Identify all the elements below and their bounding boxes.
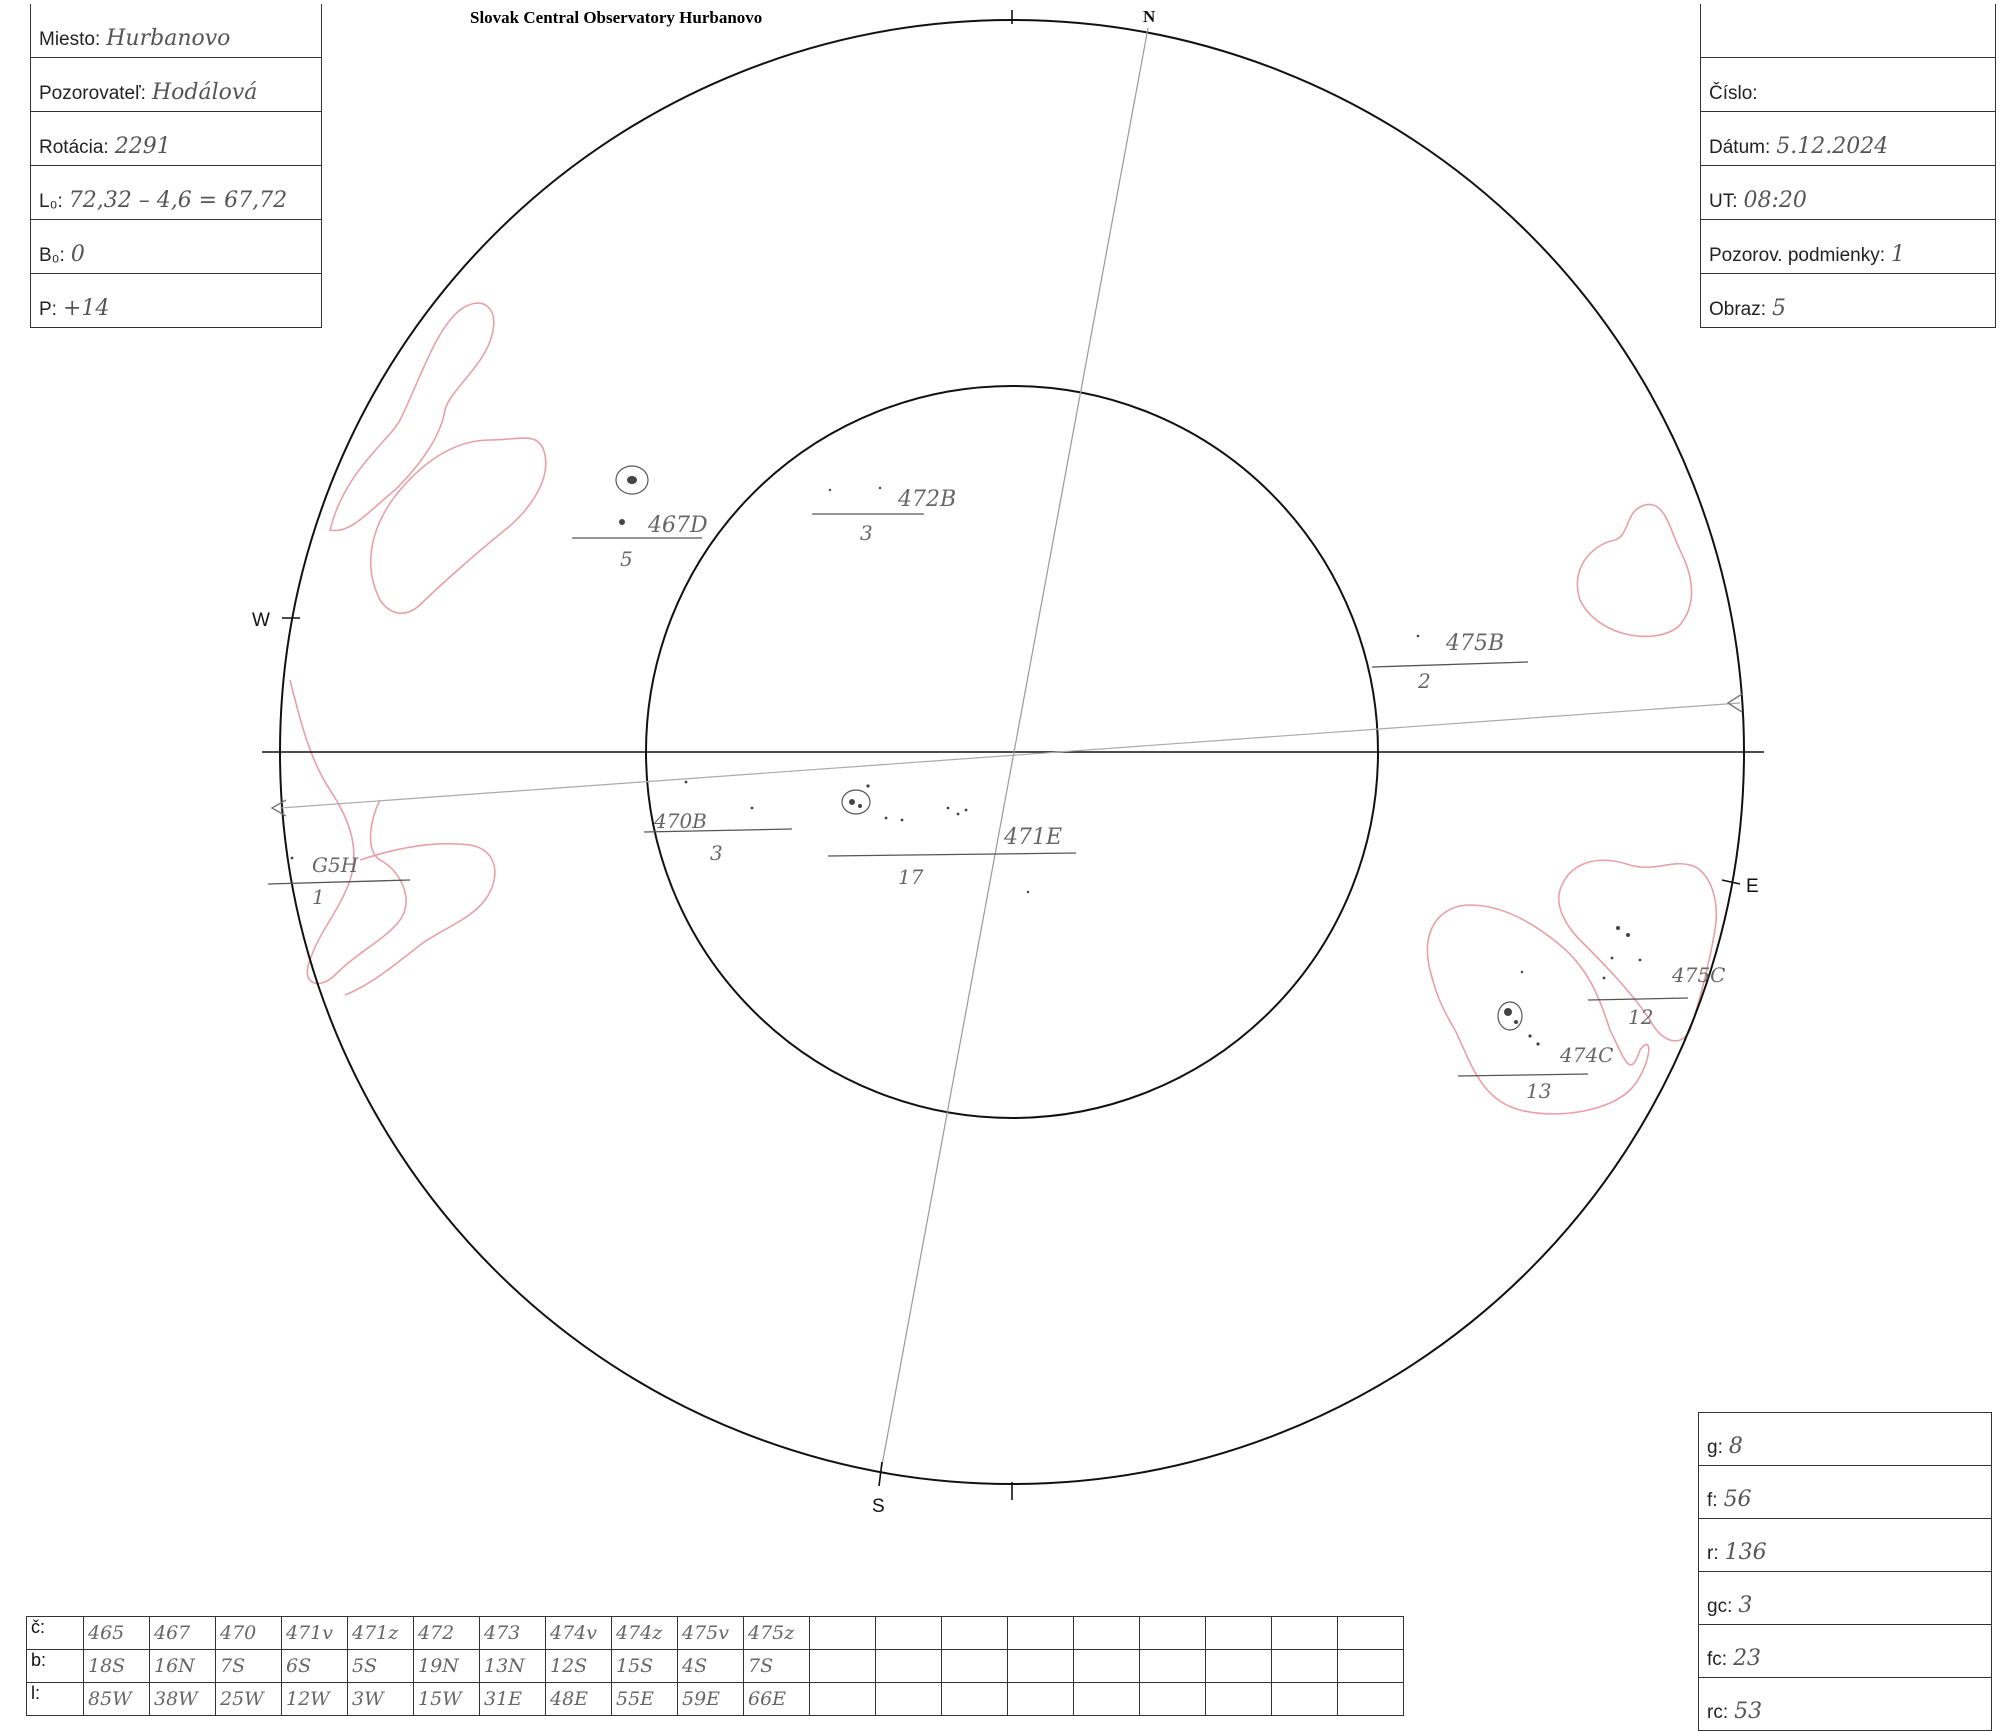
group-table-cell — [1338, 1683, 1404, 1716]
group-table-cell — [876, 1650, 942, 1683]
spot-471e-h — [965, 809, 968, 812]
group-table-cell: 38W — [150, 1683, 216, 1716]
spot-471e-b — [858, 804, 862, 808]
group-table-cell — [1338, 1617, 1404, 1650]
spot-471e-e — [901, 819, 904, 822]
group-table-cell — [1008, 1617, 1074, 1650]
group-table-cell — [1272, 1683, 1338, 1716]
spot-475c-a — [1616, 926, 1620, 930]
group-table-cell — [1008, 1683, 1074, 1716]
group-table-cell: 48E — [546, 1683, 612, 1716]
group-table-cell: 475v — [678, 1617, 744, 1650]
plage-outline-sw-2 — [345, 844, 495, 995]
spot-475b-a — [1417, 635, 1420, 638]
spot-475c-c — [1611, 957, 1614, 960]
field-value: +14 — [62, 296, 110, 321]
group-label-g5h: G5H — [312, 853, 359, 877]
group-count-470b: 3 — [710, 841, 723, 865]
count-value: 53 — [1734, 1699, 1763, 1724]
group-count-471e: 17 — [898, 865, 924, 889]
field-value: Hurbanovo — [106, 26, 231, 51]
count-label: gc: — [1707, 1596, 1733, 1617]
field-label: Obraz: — [1709, 299, 1767, 320]
group-table-cell — [942, 1683, 1008, 1716]
group-table-cell: 474z — [612, 1617, 678, 1650]
field-label: Dátum: — [1709, 137, 1771, 158]
group-table-cell: 472 — [414, 1617, 480, 1650]
group-number-row — [27, 1617, 1404, 1650]
group-count-475c: 12 — [1628, 1005, 1654, 1029]
group-table-cell: 6S — [282, 1650, 348, 1683]
count-value: 23 — [1733, 1646, 1762, 1671]
group-table-cell — [1140, 1617, 1206, 1650]
field-label: P: — [39, 299, 57, 320]
spot-471e-g — [957, 813, 960, 816]
underline-g5h — [268, 880, 410, 884]
field-value: Hodálová — [151, 80, 258, 105]
spot-467d-small — [619, 519, 625, 525]
group-table-cell — [1206, 1650, 1272, 1683]
group-table-cell — [1140, 1683, 1206, 1716]
south-tick — [879, 1462, 882, 1486]
plage-outline-sw-1 — [290, 680, 406, 983]
group-table-cell — [1206, 1683, 1272, 1716]
plage-outlines — [290, 303, 1716, 1114]
group-count-467d: 5 — [620, 547, 633, 571]
count-label: fc: — [1707, 1649, 1728, 1670]
spot-474c-c — [1528, 1034, 1531, 1037]
group-table-cell — [876, 1617, 942, 1650]
group-table-cell: 467 — [150, 1617, 216, 1650]
spot-470b-b — [751, 807, 754, 810]
group-count-g5h: 1 — [312, 885, 325, 909]
group-table-cell — [942, 1617, 1008, 1650]
underline-471e — [828, 853, 1076, 856]
count-row-g — [1699, 1413, 1992, 1466]
south-label: S — [872, 1496, 885, 1517]
group-table-cell: 85W — [84, 1683, 150, 1716]
group-table-cell: 7S — [744, 1650, 810, 1683]
group-table-cell — [1074, 1617, 1140, 1650]
group-table-cell: 475z — [744, 1617, 810, 1650]
count-value: 3 — [1738, 1593, 1753, 1618]
group-table-cell: 12W — [282, 1683, 348, 1716]
count-label: r: — [1707, 1543, 1719, 1564]
group-table-cell: 473 — [480, 1617, 546, 1650]
row-label: l: — [27, 1683, 84, 1716]
group-table-cell: 470 — [216, 1617, 282, 1650]
plage-outline-nw-2 — [371, 438, 546, 613]
west-label: W — [252, 610, 270, 631]
group-table-cell — [942, 1650, 1008, 1683]
group-count-472b: 3 — [860, 521, 873, 545]
group-table-cell: 12S — [546, 1650, 612, 1683]
spot-470b-a — [685, 781, 688, 784]
count-value: 136 — [1724, 1540, 1767, 1565]
count-row-fc — [1699, 1625, 1992, 1678]
group-count-474c: 13 — [1526, 1079, 1552, 1103]
group-position-table — [26, 1616, 1404, 1716]
group-table-cell — [1074, 1650, 1140, 1683]
spot-475c-e — [1603, 977, 1606, 980]
group-table-cell: 471v — [282, 1617, 348, 1650]
field-label: Číslo: — [1709, 83, 1758, 104]
spot-472b-b — [879, 487, 881, 489]
group-table-cell: 19N — [414, 1650, 480, 1683]
group-table-cell: 15S — [612, 1650, 678, 1683]
group-table-cell: 3W — [348, 1683, 414, 1716]
row-label: č: — [27, 1617, 84, 1650]
count-value: 56 — [1723, 1487, 1752, 1512]
group-table-cell: 16N — [150, 1650, 216, 1683]
count-summary — [1698, 1412, 1992, 1731]
count-row-f — [1699, 1466, 1992, 1519]
group-table-cell — [810, 1650, 876, 1683]
spot-g5h-a — [291, 857, 294, 860]
group-label-472b: 472B — [898, 487, 957, 512]
group-table-cell: 55E — [612, 1683, 678, 1716]
group-table-cell: 66E — [744, 1683, 810, 1716]
north-label: N — [1143, 7, 1156, 26]
group-table-cell: 25W — [216, 1683, 282, 1716]
spot-467d-main — [627, 476, 637, 484]
spot-472b-a — [829, 489, 831, 491]
spot-471e-i — [1027, 891, 1029, 893]
group-table-cell: 471z — [348, 1617, 414, 1650]
spot-474c-a — [1504, 1008, 1512, 1016]
spot-474c-d — [1536, 1042, 1539, 1045]
group-label-474c: 474C — [1560, 1043, 1614, 1067]
spot-471e-d — [885, 817, 888, 820]
observatory-title: Slovak Central Observatory Hurbanovo — [470, 8, 763, 27]
east-label: E — [1746, 876, 1759, 897]
group-count-475b: 2 — [1418, 669, 1431, 693]
field-value: 0 — [70, 242, 85, 267]
spot-474c-b — [1514, 1020, 1518, 1024]
group-table-cell: 474v — [546, 1617, 612, 1650]
group-label-475b: 475B — [1446, 631, 1505, 656]
group-longitude-row — [27, 1683, 1404, 1716]
group-table-cell — [1272, 1650, 1338, 1683]
count-row-gc — [1699, 1572, 1992, 1625]
field-label: Miesto: — [39, 29, 101, 50]
field-label: UT: — [1709, 191, 1738, 212]
penumbra-outlines — [616, 466, 1522, 1030]
spot-471e-a — [849, 799, 855, 805]
group-table-cell — [1338, 1650, 1404, 1683]
group-table-cell — [810, 1683, 876, 1716]
group-table-cell — [1074, 1683, 1140, 1716]
penumbra-471e — [842, 790, 870, 814]
underline-475c — [1588, 998, 1688, 1000]
count-label: rc: — [1707, 1702, 1729, 1723]
group-table-cell: 59E — [678, 1683, 744, 1716]
row-label: b: — [27, 1650, 84, 1683]
plage-outline-nw-1 — [330, 303, 494, 531]
group-label-475c: 475C — [1672, 963, 1726, 987]
group-table-cell — [1272, 1617, 1338, 1650]
group-table-cell: 18S — [84, 1650, 150, 1683]
count-value: 8 — [1728, 1434, 1743, 1459]
group-table-cell: 465 — [84, 1617, 150, 1650]
field-value: 5.12.2024 — [1776, 134, 1889, 159]
group-label-471e: 471E — [1004, 825, 1063, 850]
spot-471e-f — [947, 807, 950, 810]
group-label-467d: 467D — [648, 513, 708, 538]
field-label: Pozorov. podmienky: — [1709, 245, 1886, 266]
group-underlines — [268, 514, 1688, 1076]
group-table-cell — [1206, 1617, 1272, 1650]
field-label: B₀: — [39, 245, 65, 266]
field-label: Pozorovateľ: — [39, 83, 146, 104]
equator-line — [280, 703, 1740, 808]
sunspot-marks — [291, 476, 1642, 1046]
group-table-cell: 4S — [678, 1650, 744, 1683]
group-label-470b: 470B — [654, 809, 707, 833]
count-label: f: — [1707, 1490, 1718, 1511]
underline-475b — [1372, 662, 1528, 667]
group-table-cell: 13N — [480, 1650, 546, 1683]
group-table-cell: 7S — [216, 1650, 282, 1683]
count-label: g: — [1707, 1437, 1723, 1458]
group-table-cell: 5S — [348, 1650, 414, 1683]
group-table-cell — [1140, 1650, 1206, 1683]
group-table-cell: 15W — [414, 1683, 480, 1716]
spot-471e-c — [866, 784, 869, 787]
field-value: 2291 — [114, 134, 171, 159]
spot-474c-e — [1521, 971, 1523, 973]
plage-outline-east — [1577, 504, 1691, 636]
field-value: 08:20 — [1743, 188, 1807, 213]
spot-475c-d — [1639, 959, 1642, 962]
field-value: 1 — [1891, 242, 1906, 267]
field-value: 5 — [1772, 296, 1787, 321]
spot-475c-b — [1626, 933, 1630, 937]
group-table-cell — [1008, 1650, 1074, 1683]
count-row-r — [1699, 1519, 1992, 1572]
field-label: L₀: — [39, 191, 63, 212]
east-tick — [1722, 880, 1740, 884]
penumbra-474c — [1498, 1002, 1522, 1030]
field-value: 72,32 – 4,6 = 67,72 — [68, 188, 288, 213]
group-table-cell — [876, 1683, 942, 1716]
group-table-cell: 31E — [480, 1683, 546, 1716]
group-latitude-row — [27, 1650, 1404, 1683]
group-table-cell — [810, 1617, 876, 1650]
field-label: Rotácia: — [39, 137, 109, 158]
count-row-rc — [1699, 1678, 1992, 1731]
